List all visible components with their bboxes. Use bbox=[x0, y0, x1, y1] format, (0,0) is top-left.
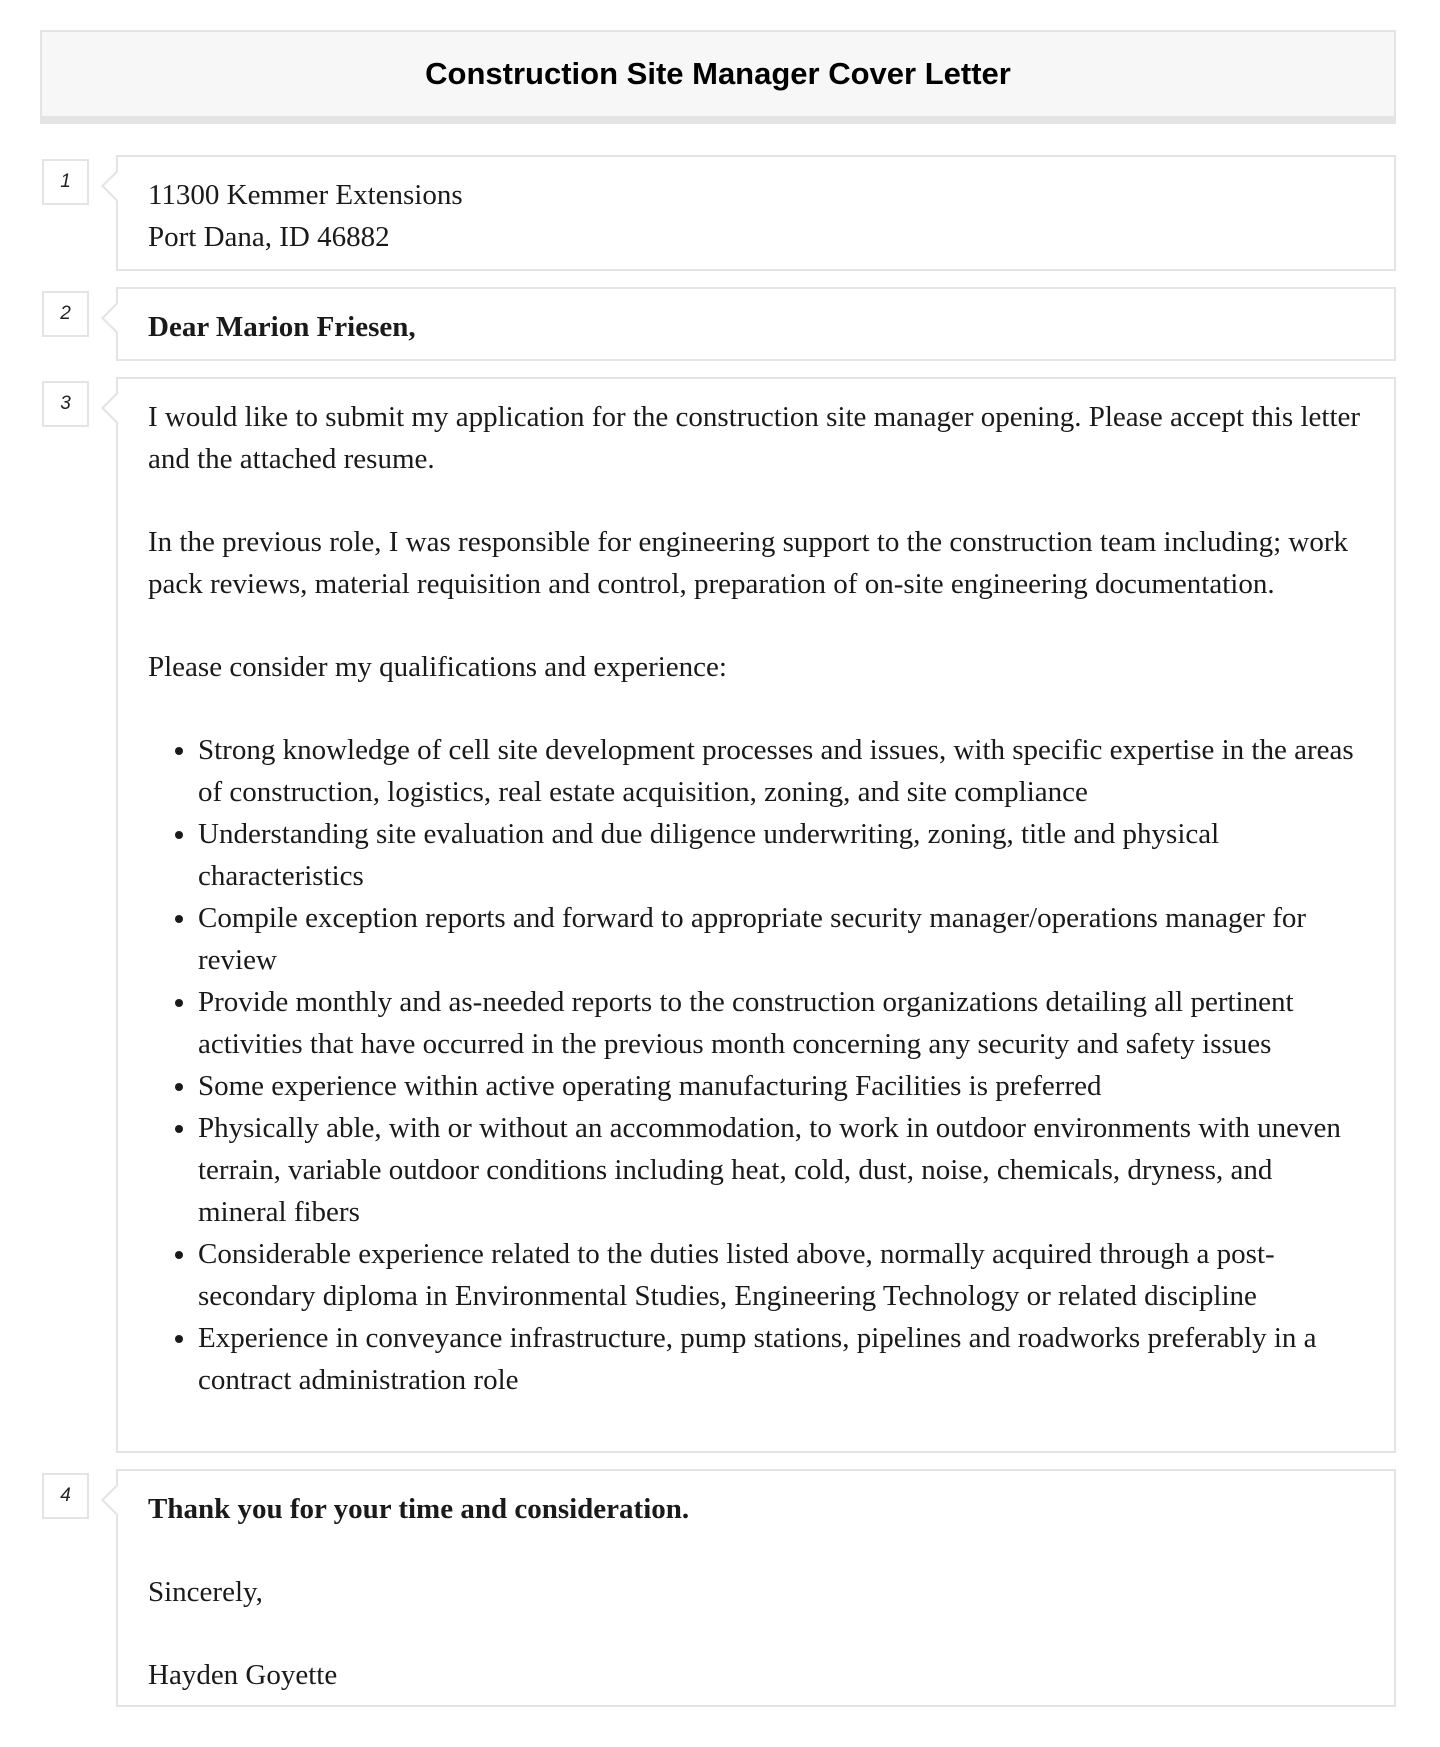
paragraph-spacer bbox=[148, 480, 1364, 521]
paragraph-spacer bbox=[148, 688, 1364, 729]
paragraph-spacer bbox=[148, 1613, 1364, 1654]
list-item: • Considerable experience related to the duties listed above, normally acquired through a post-secondary diploma in Environmental Studies, Engineering Technology or related discipline bbox=[198, 1233, 1364, 1317]
section-box bbox=[116, 155, 1396, 271]
section-number: 3 bbox=[42, 381, 89, 427]
section-box bbox=[116, 1469, 1396, 1707]
paragraph-spacer bbox=[148, 1530, 1364, 1571]
list-item: • Experience in conveyance infrastructure, pump stations, pipelines and roadworks preferably in a contract administration role bbox=[198, 1317, 1364, 1401]
sign-off: Sincerely, bbox=[148, 1576, 263, 1608]
greeting-text: Dear Marion Friesen, bbox=[148, 311, 416, 343]
section-number: 4 bbox=[42, 1473, 89, 1519]
intro-paragraph: I would like to submit my application for the construction site manager opening. Please accept this letter and the attached resume. bbox=[148, 401, 1361, 475]
section-number: 1 bbox=[42, 159, 89, 205]
closing-thanks: Thank you for your time and consideration. bbox=[148, 1493, 690, 1525]
section-box bbox=[116, 287, 1396, 361]
previous-role-paragraph: In the previous role, I was responsible for engineering support to the construction team including; work pack reviews, material requisition and control, preparation of on-site engineering documentation. bbox=[148, 526, 1348, 600]
list-item: • Some experience within active operating manufacturing Facilities is preferred bbox=[198, 1065, 1364, 1107]
qualifications-lead: Please consider my qualifications and experience: bbox=[148, 651, 727, 683]
section-box bbox=[116, 377, 1396, 1453]
list-item: • Compile exception reports and forward to appropriate security manager/operations manager for review bbox=[198, 897, 1364, 981]
list-item: • Physically able, with or without an accommodation, to work in outdoor environments with uneven terrain, variable outdoor conditions including heat, cold, dust, noise, chemicals, dryness, and mineral fibers bbox=[198, 1107, 1364, 1233]
list-item: • Strong knowledge of cell site development processes and issues, with specific expertise in the areas of construction, logistics, real estate acquisition, zoning, and site compliance bbox=[198, 729, 1364, 813]
signature-name: Hayden Goyette bbox=[148, 1659, 338, 1691]
paragraph-spacer bbox=[148, 605, 1364, 646]
address-city: Port Dana, ID 46882 bbox=[148, 221, 390, 253]
page-title: Construction Site Manager Cover Letter bbox=[40, 30, 1396, 124]
list-item: • Understanding site evaluation and due diligence underwriting, zoning, title and physical characteristics bbox=[198, 813, 1364, 897]
list-item: • Provide monthly and as-needed reports to the construction organizations detailing all pertinent activities that have occurred in the previous month concerning any security and safety issues bbox=[198, 981, 1364, 1065]
address-street: 11300 Kemmer Extensions bbox=[148, 179, 463, 211]
qualifications-list bbox=[148, 729, 1364, 1401]
section-number: 2 bbox=[42, 291, 89, 337]
